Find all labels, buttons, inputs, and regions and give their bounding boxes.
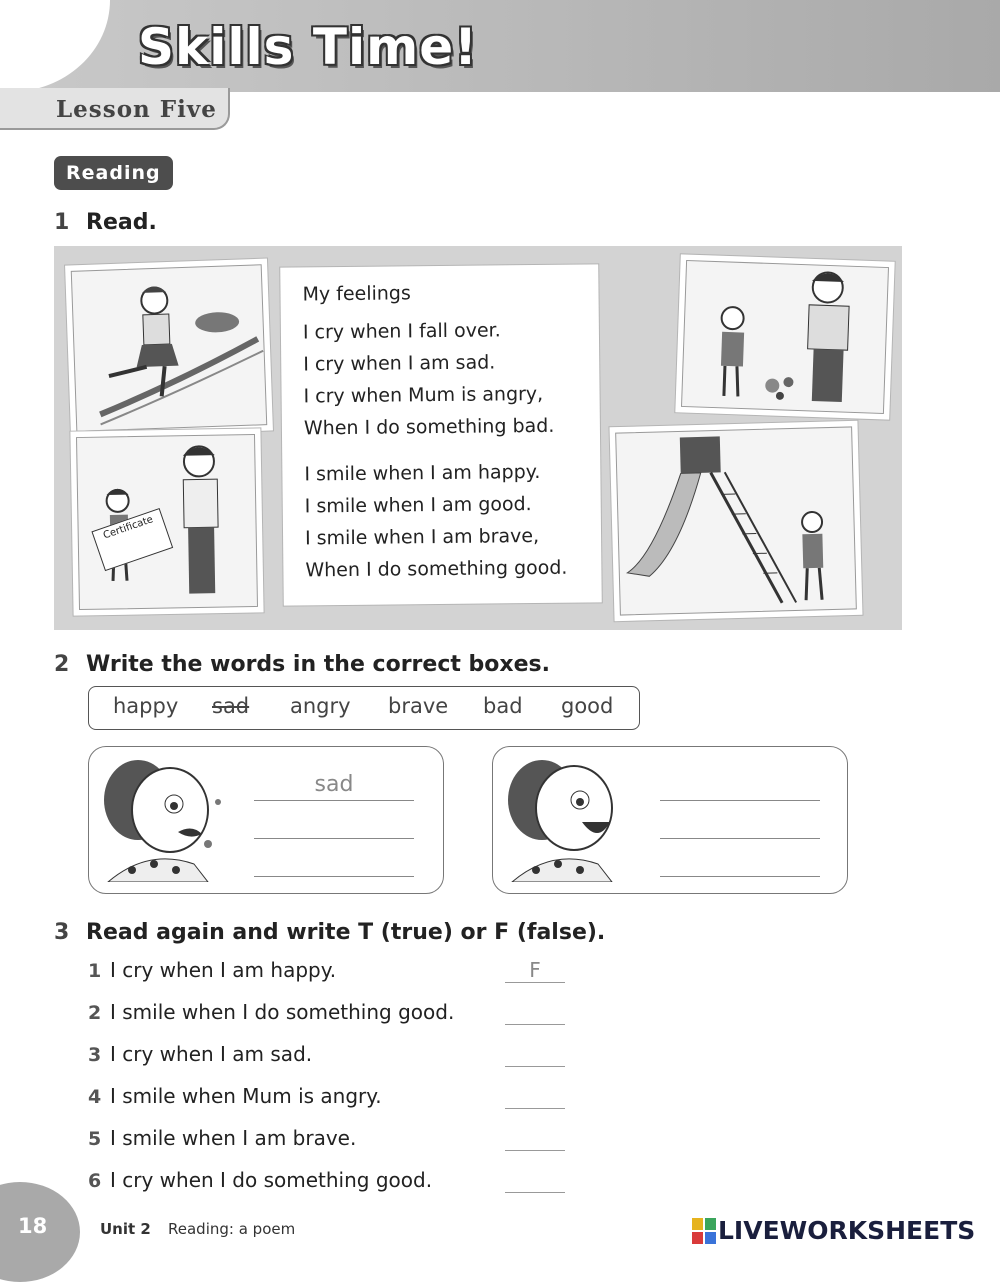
answer-line[interactable] [505,1066,565,1067]
happy-answer-line[interactable] [660,838,820,839]
sad-answer-line[interactable] [254,838,414,839]
item-statement: I cry when I am sad. [110,1042,312,1066]
exercise-3-instruction: Read again and write T (true) or F (false). [86,920,605,945]
footer-subtitle: Reading: a poem [168,1220,295,1238]
item-number: 2 [88,1002,101,1024]
sad-box-answer: sad [254,772,414,797]
lesson-label: Lesson Five [56,96,217,123]
liveworksheets-brand: LIVEWORKSHEETS [718,1216,975,1245]
word-brave: brave [388,694,448,718]
exercise-3-number: 3 [54,920,69,945]
answer-line[interactable] [505,1024,565,1025]
girl-falling-illustration [65,259,273,438]
word-good: good [561,694,613,718]
happy-answer-line[interactable] [660,800,820,801]
exercise-2-instruction: Write the words in the correct boxes. [86,652,550,677]
page-number: 18 [18,1214,47,1238]
footer-unit: Unit 2 [100,1220,151,1238]
certificate-illustration [70,428,263,615]
item-number: 4 [88,1086,101,1108]
word-sad-crossed: sad [212,694,249,718]
word-angry: angry [290,694,351,718]
sad-answer-line[interactable] [254,876,414,877]
page-title: Skills Time! [138,18,478,76]
poem-line: I smile when I am happy. [304,461,540,485]
item-statement: I cry when I am happy. [110,958,336,982]
picture-mum-angry [675,254,894,419]
item-answer: F [505,958,565,982]
poem-card [280,264,602,605]
picture-slide [610,421,863,621]
answer-line[interactable] [505,982,565,983]
answer-line[interactable] [505,1192,565,1193]
item-number: 5 [88,1128,101,1150]
section-badge: Reading [54,156,173,190]
exercise-1-number: 1 [54,210,69,235]
answer-line[interactable] [505,1108,565,1109]
poem-line: I cry when I am sad. [303,351,495,375]
poem-line: When I do something bad. [304,415,555,440]
certificate-label: Certificate [102,514,155,541]
poem-line: I smile when I am good. [305,493,532,517]
exercise-2-number: 2 [54,652,69,677]
poem-line: I cry when Mum is angry, [303,383,543,408]
item-statement: I smile when I am brave. [110,1126,356,1150]
item-statement: I cry when I do something good. [110,1168,432,1192]
picture-girl-certificate [70,428,263,615]
poem-title: My feelings [302,282,411,305]
item-number: 6 [88,1170,101,1192]
item-statement: I smile when Mum is angry. [110,1084,382,1108]
word-bad: bad [483,694,523,718]
poem-line: When I do something good. [305,557,567,582]
smiling-girl-icon [502,752,638,882]
poem-line: I smile when I am brave, [305,525,539,549]
liveworksheets-logo-icon [692,1218,718,1246]
exercise-1-instruction: Read. [86,210,157,235]
item-statement: I smile when I do something good. [110,1000,454,1024]
sad-answer-line[interactable] [254,800,414,801]
answer-line[interactable] [505,1150,565,1151]
slide-illustration [610,421,863,621]
item-number: 1 [88,960,101,982]
mum-angry-illustration [675,254,894,419]
crying-girl-icon [98,752,234,882]
happy-answer-line[interactable] [660,876,820,877]
picture-girl-falling [65,259,273,438]
word-happy: happy [113,694,178,718]
item-number: 3 [88,1044,101,1066]
poem-line: I cry when I fall over. [303,319,501,343]
